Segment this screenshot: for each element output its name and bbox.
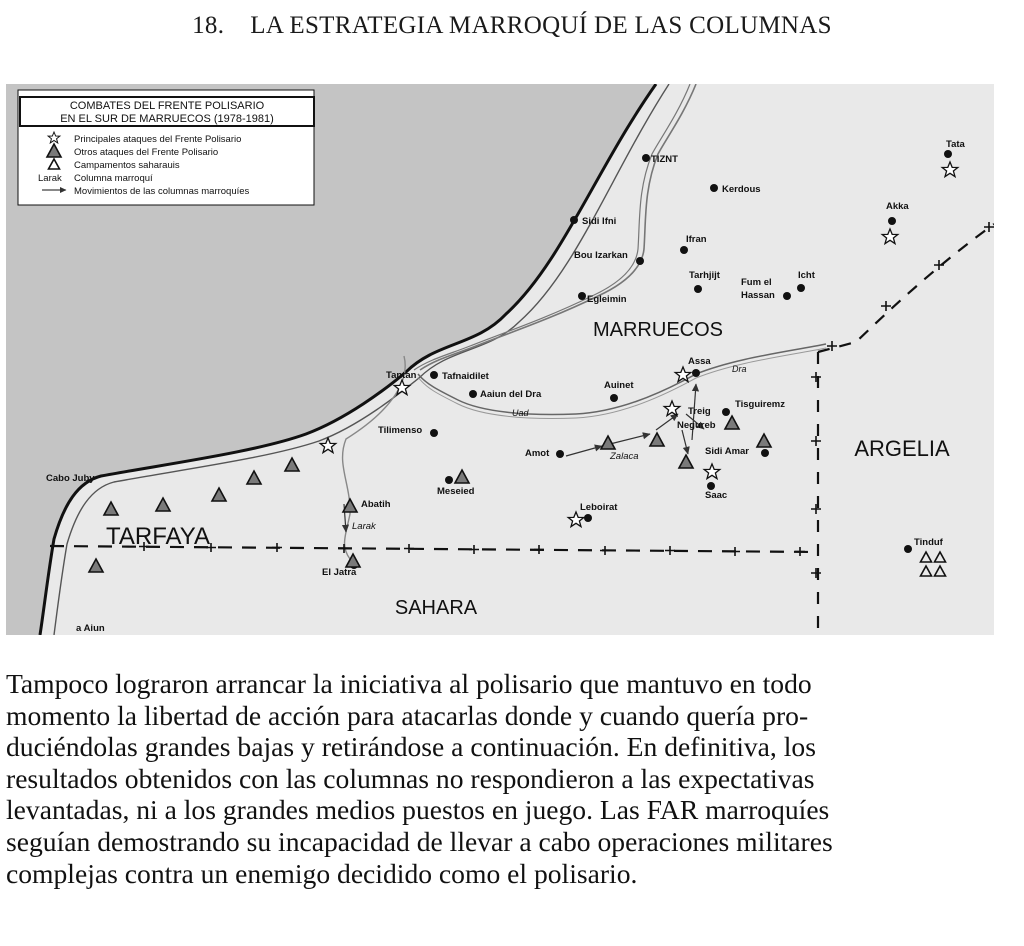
label-egleimin: Egleimin: [587, 294, 627, 305]
label-leboirat: Leboirat: [580, 502, 618, 513]
label-el-jatra: El Jatra: [322, 567, 357, 578]
map-svg: [6, 84, 994, 635]
paragraph-line: resultados obtenidos con las columnas no respondieron a las expectativas: [6, 762, 815, 794]
larak-symbol: Larak: [38, 173, 62, 184]
legend-title-line1: COMBATES DEL FRENTE POLISARIO: [69, 100, 265, 112]
label-treig: Treig: [688, 406, 711, 417]
chapter-title: LA ESTRATEGIA MARROQUÍ DE LAS COLUMNAS: [250, 12, 832, 39]
paragraph-line: duciéndolas grandes bajas y retirándose a continuación. En definitiva, los: [6, 731, 816, 763]
label-abatih: Abatih: [361, 499, 391, 510]
label-sidi-ifni: Sidi Ifni: [582, 216, 617, 227]
label-tafnaidilet: Tafnaidilet: [442, 371, 489, 382]
label-tata: Tata: [946, 139, 965, 150]
label-larak: Larak: [352, 521, 376, 532]
label-el-aiun: a Aiun: [76, 623, 105, 634]
label-kerdous: Kerdous: [722, 184, 761, 195]
paragraph-line: Tampoco lograron arrancar la iniciativa al polisario que mantuvo en todo: [6, 668, 812, 699]
label-hassan: Hassan: [741, 290, 775, 301]
label-cabo-juby: Cabo Juby: [46, 473, 95, 484]
label-ifran: Ifran: [686, 234, 707, 245]
river-dra-label: Dra: [732, 364, 747, 374]
label-tinduf: Tinduf: [914, 537, 943, 548]
label-tarhjijt: Tarhjijt: [689, 270, 720, 281]
region-tarfaya: TARFAYA: [105, 523, 211, 550]
body-paragraph: [6, 668, 996, 889]
border-crosses: [139, 542, 805, 556]
legend-item: Campamentos saharauis: [74, 160, 180, 171]
region-argelia: ARGELIA: [854, 436, 950, 461]
label-tiznt: TIZNT: [651, 154, 678, 165]
label-amot: Amot: [525, 448, 550, 459]
label-tilimenso: Tilimenso: [378, 425, 423, 436]
label-aaiun-del-dra: Aaiun del Dra: [480, 389, 542, 400]
region-marruecos: MARRUECOS: [592, 319, 724, 341]
river-uad-label: Uad: [512, 408, 529, 418]
label-negureb: Negureb: [677, 420, 716, 431]
label-bou-izarkan: Bou Izarkan: [574, 250, 628, 261]
chapter-number: 18.: [192, 12, 225, 39]
region-sahara: SAHARA: [394, 597, 478, 619]
label-assa: Assa: [688, 356, 711, 367]
label-tisguiremz: Tisguiremz: [735, 399, 785, 410]
label-icht: Icht: [798, 270, 815, 281]
column-movements: [344, 384, 704, 532]
legend-item: Movimientos de las columnas marroquíes: [74, 186, 250, 197]
sahrawi-camps: [921, 552, 946, 576]
map-legend: [18, 90, 314, 205]
legend-item: Otros ataques del Frente Polisario: [74, 147, 219, 158]
label-zalaca: Zalaca: [610, 451, 639, 462]
paragraph-line: seguían demostrando su incapacidad de llevar a cabo operaciones militares: [6, 825, 833, 857]
legend-item: Columna marroquí: [74, 173, 153, 184]
map-figure: [6, 84, 994, 635]
label-akka: Akka: [886, 201, 909, 212]
label-auinet: Auinet: [604, 380, 634, 391]
legend-title-line2: EN EL SUR DE MARRUECOS (1978-1981): [60, 113, 274, 125]
paragraph-line: levantadas, ni a los grandes medios puestos en juego. Las FAR marroquíes: [6, 794, 830, 826]
paragraph-line: complejas contra un enemigo decidido como el polisario.: [6, 857, 638, 889]
page-header: [0, 12, 1024, 40]
label-meseied: Meseied: [437, 486, 475, 497]
label-saac: Saac: [705, 490, 728, 501]
paragraph-line: momento la libertad de acción para atacarlas donde y cuando quería pro-: [6, 699, 809, 731]
label-tantan: Tantan: [386, 370, 417, 381]
label-fum-el: Fum el: [741, 277, 772, 288]
label-sidi-amar: Sidi Amar: [705, 446, 749, 457]
legend-item: Principales ataques del Frente Polisario: [74, 134, 242, 145]
